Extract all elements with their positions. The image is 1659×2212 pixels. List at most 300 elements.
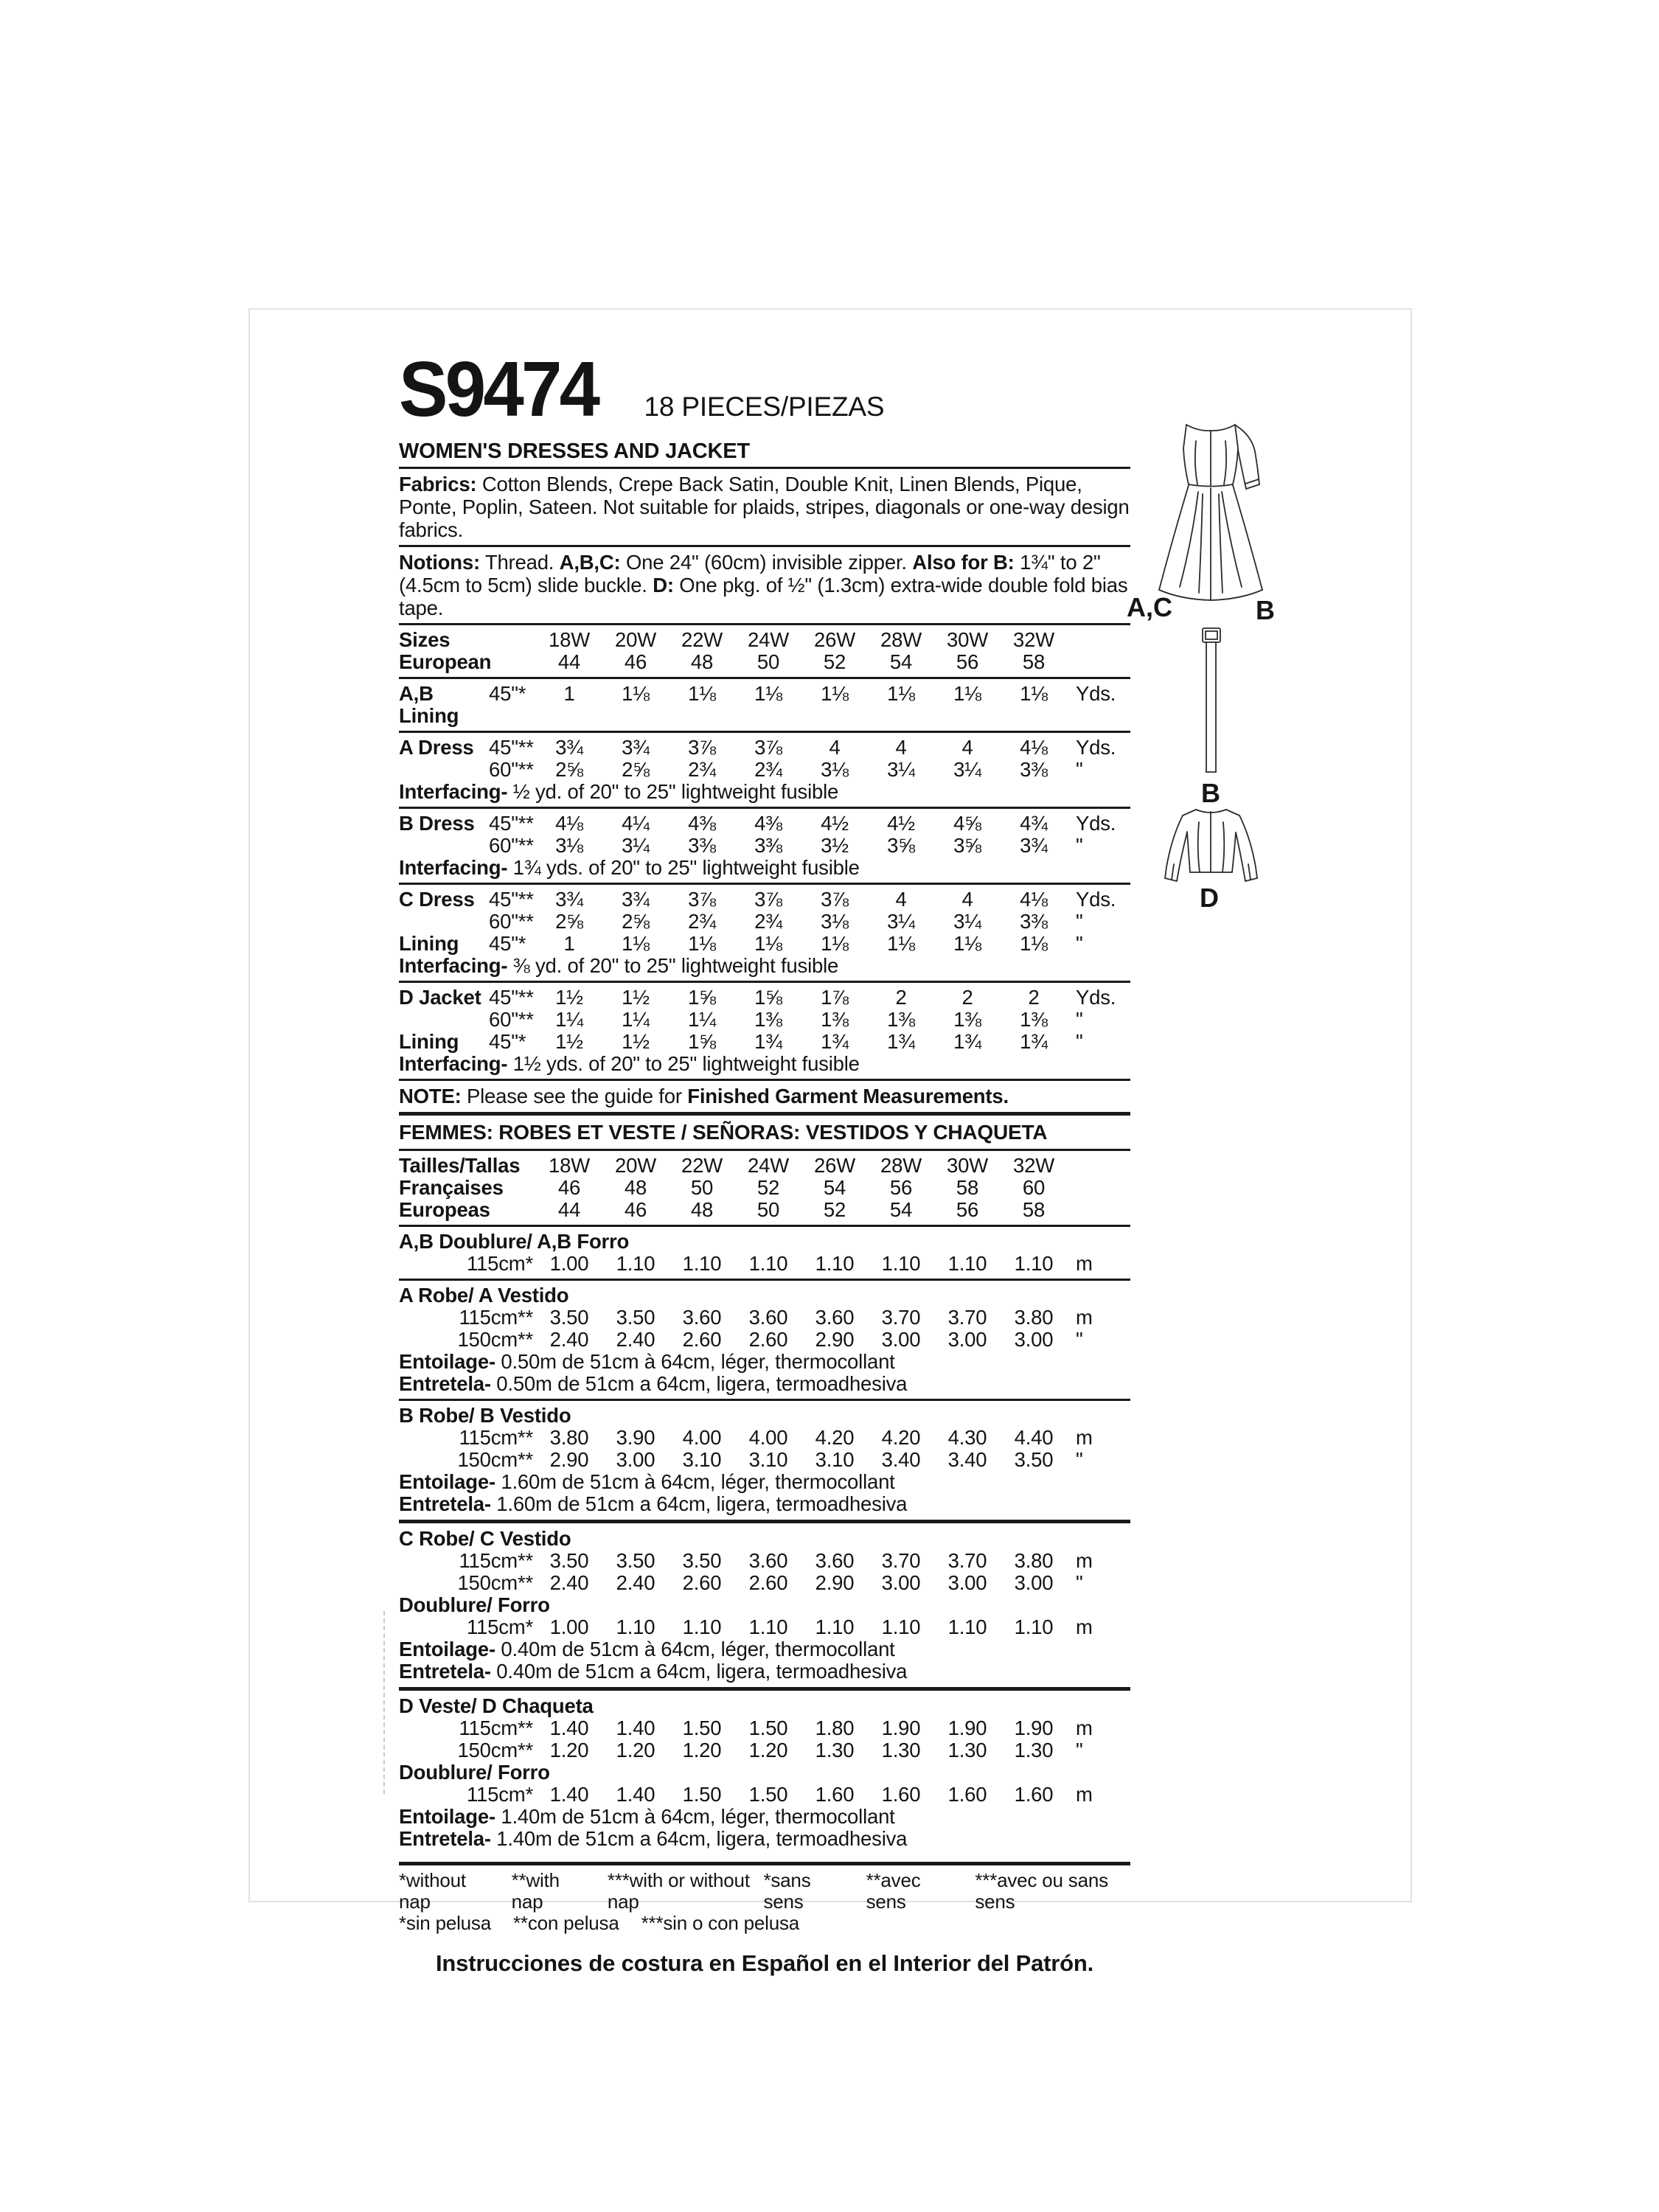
footnote-item: ***avec ou sans sens	[975, 1869, 1108, 1913]
cell: 1⅜	[887, 1008, 915, 1031]
unit-label: m	[1076, 1252, 1093, 1275]
cell: 1.30	[1014, 1739, 1054, 1761]
yardage-table-metric	[399, 1155, 1130, 1850]
cell: 1⅛	[953, 682, 981, 705]
table-row	[399, 1784, 1130, 1806]
unit-label: "	[1076, 1571, 1083, 1594]
width-spec: 115cm**	[459, 1426, 533, 1449]
divider	[399, 1399, 1130, 1401]
cell: 48	[624, 1176, 647, 1199]
cell: 3.60	[815, 1549, 855, 1572]
cell: 3¼	[887, 758, 915, 781]
cell: 3.60	[815, 1306, 855, 1329]
cell: 2.40	[549, 1328, 589, 1351]
cell: 1⅝	[754, 986, 782, 1009]
width-spec: 45"*	[489, 932, 526, 955]
cell: 3⅜	[1020, 758, 1048, 781]
cell: 1.60	[881, 1783, 921, 1806]
unit-label: Yds.	[1076, 812, 1116, 835]
cell: 1.00	[549, 1615, 589, 1638]
cell: 56	[889, 1176, 913, 1199]
unit-label: Yds.	[1076, 736, 1116, 759]
cell: 52	[757, 1176, 780, 1199]
cell: 2⅝	[622, 758, 650, 781]
cell: 3.10	[682, 1448, 722, 1471]
table-row	[399, 759, 1130, 781]
unit-label: m	[1076, 1549, 1093, 1572]
cell: 32W	[1013, 1154, 1054, 1177]
bold-segment: Notions:	[399, 551, 480, 574]
garment-section-title: C Robe/ C Vestido	[399, 1527, 571, 1550]
notions-description: Notions: Thread. A,B,C: One 24" (60cm) invisible zipper. Also for B: 1¾" to 2" (4.5cm to 5cm) slide buckle. D: One pkg. of ½" (1.3cm) extra-wide double fold bias tape.	[399, 551, 1128, 619]
cell: 4.20	[815, 1426, 855, 1449]
cell: 1½	[555, 986, 583, 1009]
cell: 3.50	[616, 1549, 655, 1572]
cell: 1⅞	[821, 986, 849, 1009]
cell: 52	[823, 650, 846, 673]
cell: 3.00	[616, 1448, 655, 1471]
cell: 1.50	[748, 1717, 788, 1739]
cell: 2⅝	[555, 910, 583, 933]
cell: 1¾	[754, 1030, 782, 1053]
unit-label: m	[1076, 1306, 1093, 1329]
garment-category: WOMEN'S DRESSES AND JACKET	[399, 439, 750, 463]
width-spec: 115cm**	[459, 1549, 533, 1572]
content-column	[399, 346, 1130, 1977]
cell: 3¾	[622, 888, 650, 911]
cell: 3.80	[549, 1426, 589, 1449]
cell: 3⅞	[688, 888, 716, 911]
row-label: C Dress	[399, 888, 475, 911]
row-label: Lining	[399, 932, 459, 955]
garment-section-title: B Robe/ B Vestido	[399, 1404, 571, 1427]
cell: 1.50	[682, 1717, 722, 1739]
table-row	[399, 1031, 1130, 1053]
unit-label: m	[1076, 1426, 1093, 1449]
interfacing-note: Entoilage- 1.40m de 51cm à 64cm, léger, thermocollant	[399, 1805, 895, 1828]
cell: 44	[557, 650, 581, 673]
cell: 3⅝	[953, 834, 981, 857]
cell: 3.70	[881, 1306, 921, 1329]
interfacing-note: Entretela- 0.50m de 51cm a 64cm, ligera, termoadhesiva	[399, 1372, 908, 1395]
table-row	[399, 737, 1130, 759]
cell: 1⅝	[688, 986, 716, 1009]
unit-label: "	[1076, 1030, 1083, 1053]
row-label: A,B Lining	[399, 682, 459, 727]
table-row	[399, 1329, 1130, 1351]
bold-segment: D:	[653, 574, 674, 597]
cell: 2¾	[688, 910, 716, 933]
cell: 1⅛	[622, 932, 650, 955]
cell: 3.80	[1014, 1549, 1054, 1572]
cell: 3.40	[881, 1448, 921, 1471]
table-row	[399, 1739, 1130, 1761]
cell: 4¼	[622, 812, 650, 835]
row-label	[399, 911, 489, 933]
divider	[399, 807, 1130, 809]
bold-segment: A,B,C:	[559, 551, 621, 574]
table-row	[399, 1253, 1130, 1275]
cell: 3.00	[1014, 1328, 1054, 1351]
row-label: Europeas	[399, 1198, 490, 1221]
row-label	[399, 1009, 489, 1031]
cell: 20W	[615, 628, 656, 651]
cell: 3⅛	[821, 758, 849, 781]
cell: 4½	[821, 812, 849, 835]
cell: 3.00	[947, 1571, 987, 1594]
cell: 2⅝	[555, 758, 583, 781]
cell: 3.50	[549, 1549, 589, 1572]
cell: 3.10	[815, 1448, 855, 1471]
interfacing-note: Interfacing- ⅜ yd. of 20" to 25" lightweight fusible	[399, 954, 839, 977]
cell: 3¼	[887, 910, 915, 933]
cell: 3.60	[748, 1306, 788, 1329]
cell: 4⅝	[953, 812, 981, 835]
interfacing-note: Interfacing- 1½ yds. of 20" to 25" lightweight fusible	[399, 1052, 860, 1075]
unit-label: m	[1076, 1717, 1093, 1739]
cell: 1⅛	[754, 682, 782, 705]
divider	[399, 1520, 1130, 1523]
cell: 3⅞	[754, 888, 782, 911]
garment-sketches	[1128, 406, 1283, 929]
cell: 2⅝	[622, 910, 650, 933]
cell: 28W	[880, 1154, 922, 1177]
unit-label: "	[1076, 834, 1083, 857]
footnote-item: ***with or without nap	[607, 1869, 750, 1913]
cell: 1⅜	[821, 1008, 849, 1031]
bold-segment: Fabrics:	[399, 473, 477, 495]
cell: 22W	[681, 1154, 723, 1177]
bold-segment: NOTE:	[399, 1085, 462, 1107]
bold-segment: Interfacing-	[399, 856, 508, 879]
cell: 1.60	[815, 1783, 855, 1806]
cell: 1.20	[549, 1739, 589, 1761]
cell: 3⅞	[688, 736, 716, 759]
cell: 20W	[615, 1154, 656, 1177]
unit-label: Yds.	[1076, 888, 1116, 911]
cell: 1.10	[815, 1615, 855, 1638]
cell: 1.20	[616, 1739, 655, 1761]
unit-label: m	[1076, 1615, 1093, 1638]
cell: 56	[956, 1198, 979, 1221]
row-label	[399, 835, 489, 857]
cell: 4⅜	[754, 812, 782, 835]
cell: 1⅜	[1020, 1008, 1048, 1031]
cell: 1.10	[748, 1615, 788, 1638]
cell: 3½	[821, 834, 849, 857]
bold-segment: Interfacing-	[399, 954, 508, 977]
cell: 2¾	[754, 758, 782, 781]
divider	[399, 1225, 1130, 1227]
divider	[399, 623, 1130, 625]
bold-segment: Interfacing-	[399, 780, 508, 803]
cell: 44	[557, 1198, 581, 1221]
cell: 1.10	[1014, 1252, 1054, 1275]
cell: 46	[624, 1198, 647, 1221]
cell: 24W	[748, 628, 789, 651]
cell: 48	[690, 650, 714, 673]
divider	[399, 1079, 1130, 1081]
cell: 1.30	[881, 1739, 921, 1761]
garment-section-title: A,B Doublure/ A,B Forro	[399, 1230, 630, 1253]
cell: 30W	[947, 1154, 988, 1177]
cell: 1⅜	[754, 1008, 782, 1031]
cell: 3⅝	[887, 834, 915, 857]
cell: 1.10	[881, 1615, 921, 1638]
cell: 3¼	[953, 758, 981, 781]
cell: 1.60	[1014, 1783, 1054, 1806]
row-label: European	[399, 650, 492, 673]
cell: 1.10	[616, 1615, 655, 1638]
interfacing-note: Entoilage- 0.50m de 51cm à 64cm, léger, thermocollant	[399, 1350, 895, 1373]
cell: 1.30	[815, 1739, 855, 1761]
interfacing-note: Entretela- 0.40m de 51cm a 64cm, ligera, termoadhesiva	[399, 1660, 908, 1683]
metric-section-header: FEMMES: ROBES ET VESTE / SEÑORAS: VESTIDOS Y CHAQUETA	[399, 1121, 1048, 1144]
cell: 24W	[748, 1154, 789, 1177]
footnote-row-2	[399, 1913, 1130, 1934]
footnote-row-1	[399, 1870, 1130, 1913]
belt-sketch	[1203, 628, 1220, 772]
cell: 2.60	[748, 1328, 788, 1351]
unit-label: "	[1076, 1739, 1083, 1761]
cell: 1.10	[682, 1615, 722, 1638]
cell: 1.40	[549, 1717, 589, 1739]
interfacing-note: Entoilage- 1.60m de 51cm à 64cm, léger, thermocollant	[399, 1470, 895, 1493]
cell: 2¾	[688, 758, 716, 781]
cell: 3.00	[947, 1328, 987, 1351]
footnote-group-english	[399, 1870, 763, 1913]
cell: 3.50	[682, 1549, 722, 1572]
cell: 3.50	[1014, 1448, 1054, 1471]
cell: 1	[563, 682, 575, 705]
table-row	[399, 933, 1130, 955]
table-row	[399, 1155, 1130, 1177]
cell: 1⅛	[953, 932, 981, 955]
cell: 3¼	[953, 910, 981, 933]
cell: 1.10	[947, 1615, 987, 1638]
width-spec: 45"**	[489, 736, 534, 759]
pattern-number: S9474	[399, 346, 598, 433]
divider	[399, 731, 1130, 733]
table-row	[399, 629, 1130, 651]
width-spec: 150cm**	[457, 1571, 533, 1594]
width-spec: 115cm**	[459, 1717, 533, 1739]
table-row	[399, 1572, 1130, 1594]
cell: 1.20	[682, 1739, 722, 1761]
divider	[399, 1279, 1130, 1281]
table-row	[399, 1427, 1130, 1449]
divider	[399, 677, 1130, 679]
table-row	[399, 1307, 1130, 1329]
cell: 58	[1022, 650, 1046, 673]
table-row	[399, 1717, 1130, 1739]
footnote-item: *sans sens	[763, 1869, 811, 1913]
dress-back-sketch	[1159, 425, 1262, 600]
width-spec: 45"*	[489, 1030, 526, 1053]
cell: 1⅛	[688, 932, 716, 955]
cell: 2.90	[815, 1571, 855, 1594]
footnote-group-spanish	[399, 1913, 799, 1934]
bold-segment: Entoilage-	[399, 1470, 495, 1493]
cell: 60	[1022, 1176, 1046, 1199]
width-spec: 60"**	[489, 1008, 534, 1031]
table-row	[399, 835, 1130, 857]
cell: 52	[823, 1198, 846, 1221]
cell: 46	[624, 650, 647, 673]
cell: 1.20	[748, 1739, 788, 1761]
cell: 50	[757, 650, 780, 673]
cell: 1¾	[887, 1030, 915, 1053]
bold-segment: Entretela-	[399, 1660, 491, 1683]
bold-segment: Entretela-	[399, 1492, 491, 1515]
cell: 1.90	[947, 1717, 987, 1739]
interfacing-note: Entoilage- 0.40m de 51cm à 64cm, léger, thermocollant	[399, 1638, 895, 1660]
cell: 1½	[622, 1030, 650, 1053]
cell: 28W	[880, 628, 922, 651]
cell: 3.60	[748, 1549, 788, 1572]
cell: 54	[889, 650, 913, 673]
cell: 3.40	[947, 1448, 987, 1471]
table-row	[399, 987, 1130, 1009]
sketch-label-b-dress: B	[1256, 595, 1275, 625]
fold-mark	[383, 1611, 385, 1794]
cell: 4.00	[682, 1426, 722, 1449]
cell: 3.10	[748, 1448, 788, 1471]
cell: 32W	[1013, 628, 1054, 651]
divider	[399, 1112, 1130, 1116]
bold-segment: Entoilage-	[399, 1805, 495, 1828]
cell: 4¾	[1020, 812, 1048, 835]
unit-label	[1067, 1177, 1129, 1199]
cell: 2.90	[549, 1448, 589, 1471]
cell: 1.50	[748, 1783, 788, 1806]
unit-label: "	[1076, 932, 1083, 955]
cell: 1½	[555, 1030, 583, 1053]
cell: 1⅝	[688, 1030, 716, 1053]
unit-label	[1067, 651, 1129, 673]
cell: 48	[690, 1198, 714, 1221]
cell: 58	[1022, 1198, 1046, 1221]
cell: 3.70	[881, 1549, 921, 1572]
width-spec: 115cm*	[466, 1615, 533, 1638]
cell: 1⅜	[953, 1008, 981, 1031]
cell: 3.00	[881, 1328, 921, 1351]
cell: 1⅛	[754, 932, 782, 955]
cell: 1.40	[549, 1783, 589, 1806]
footnote-item: **with nap	[511, 1869, 560, 1913]
table-row	[399, 1616, 1130, 1638]
cell: 54	[823, 1176, 846, 1199]
garment-section-title: A Robe/ A Vestido	[399, 1284, 569, 1307]
interfacing-note: Entretela- 1.40m de 51cm a 64cm, ligera, termoadhesiva	[399, 1827, 908, 1850]
cell: 1.10	[815, 1252, 855, 1275]
row-label: Françaises	[399, 1176, 504, 1199]
cell: 1¼	[688, 1008, 716, 1031]
row-label: Sizes	[399, 628, 451, 651]
table-row	[399, 888, 1130, 911]
cell: 4⅛	[1020, 888, 1048, 911]
title-row	[399, 346, 1130, 433]
cell: 1⅛	[622, 682, 650, 705]
yardage-table-english	[399, 629, 1130, 1081]
cell: 4.40	[1014, 1426, 1054, 1449]
cell: 3.70	[947, 1306, 987, 1329]
cell: 1⅛	[887, 682, 915, 705]
unit-label: Yds.	[1076, 986, 1116, 1009]
footnote-group-french	[763, 1870, 1130, 1913]
width-spec: 150cm**	[457, 1739, 533, 1761]
interfacing-note: Entretela- 1.60m de 51cm a 64cm, ligera, termoadhesiva	[399, 1492, 908, 1515]
cell: 1.40	[616, 1717, 655, 1739]
divider	[399, 883, 1130, 885]
interfacing-note: Interfacing- ½ yd. of 20" to 25" lightweight fusible	[399, 780, 839, 803]
pieces-count: 18 PIECES/PIEZAS	[644, 392, 885, 422]
bold-segment: Entretela-	[399, 1372, 491, 1395]
unit-label: "	[1076, 910, 1083, 933]
bold-segment: Entretela-	[399, 1827, 491, 1850]
cell: 3.00	[1014, 1571, 1054, 1594]
unit-label: "	[1076, 758, 1083, 781]
cell: 3¾	[555, 736, 583, 759]
cell: 3.00	[881, 1571, 921, 1594]
cell: 22W	[681, 628, 723, 651]
cell: 2.40	[616, 1328, 655, 1351]
cell: 1	[563, 932, 575, 955]
table-row	[399, 813, 1130, 835]
unit-label: Yds.	[1076, 682, 1116, 705]
table-row	[399, 1449, 1130, 1471]
footnote-item: **con pelusa	[513, 1912, 619, 1934]
bold-segment: Finished Garment Measurements.	[687, 1085, 1009, 1107]
cell: 4	[895, 736, 907, 759]
cell: 1⅛	[821, 682, 849, 705]
cell: 3⅞	[754, 736, 782, 759]
cell: 2.60	[682, 1571, 722, 1594]
cell: 1.00	[549, 1252, 589, 1275]
footnotes	[399, 1862, 1130, 1934]
cell: 1.90	[1014, 1717, 1054, 1739]
width-spec: 45"*	[489, 682, 526, 705]
cell: 1.10	[947, 1252, 987, 1275]
cell: 2.40	[616, 1571, 655, 1594]
cell: 56	[956, 650, 979, 673]
cell: 4.00	[748, 1426, 788, 1449]
width-spec: 60"**	[489, 834, 534, 857]
footnote-item: ***sin o con pelusa	[641, 1912, 800, 1934]
cell: 2	[895, 986, 907, 1009]
cell: 1.10	[682, 1252, 722, 1275]
cell: 1¾	[953, 1030, 981, 1053]
unit-label: "	[1076, 1448, 1083, 1471]
row-label: Lining	[399, 1030, 459, 1053]
cell: 4.30	[947, 1426, 987, 1449]
cell: 3⅜	[1020, 910, 1048, 933]
cell: 18W	[549, 1154, 590, 1177]
divider	[399, 545, 1130, 547]
table-row	[399, 1550, 1130, 1572]
cell: 4.20	[881, 1426, 921, 1449]
cell: 1.10	[1014, 1615, 1054, 1638]
width-spec: 45"**	[489, 986, 534, 1009]
cell: 3⅜	[754, 834, 782, 857]
footnote-item: **avec sens	[866, 1869, 921, 1913]
cell: 1¼	[555, 1008, 583, 1031]
cell: 1⅛	[1020, 682, 1048, 705]
row-label: Tailles/Tallas	[399, 1154, 521, 1177]
cell: 1¼	[622, 1008, 650, 1031]
interfacing-note: Interfacing- 1¾ yds. of 20" to 25" lightweight fusible	[399, 856, 860, 879]
cell: 1⅛	[887, 932, 915, 955]
